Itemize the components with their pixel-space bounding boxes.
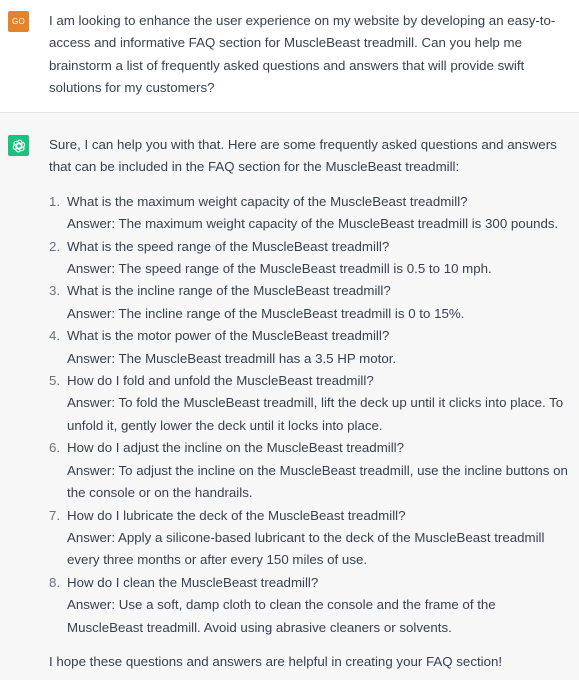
faq-number: 6.	[49, 440, 61, 456]
faq-item	[49, 236, 571, 281]
faq-number: 7.	[49, 507, 61, 523]
faq-question: What is the speed range of the MuscleBeast treadmill?	[67, 238, 390, 254]
user-message-content	[49, 10, 571, 100]
faq-answer: Answer: To fold the MuscleBeast treadmill, lift the deck up until it clicks into place. To unfold it, gently lower the deck until it locks into place.	[67, 395, 564, 433]
faq-item	[49, 505, 571, 572]
user-message-text: I am looking to enhance the user experience on my website by developing an easy-to-access and informative FAQ section for MuscleBeast treadmill. Can you help me brainstorm a list of frequently asked questions and answers that will provide swift solutions for my customers?	[49, 13, 556, 96]
faq-item	[49, 325, 571, 370]
faq-question: What is the motor power of the MuscleBeast treadmill?	[67, 328, 390, 344]
faq-item	[49, 280, 571, 325]
faq-item	[49, 437, 571, 504]
assistant-message	[0, 113, 579, 680]
faq-item	[49, 191, 571, 236]
faq-number: 1.	[49, 193, 61, 209]
assistant-intro: Sure, I can help you with that. Here are some frequently asked questions and answers that can be included in the FAQ section for the MuscleBeast treadmill:	[49, 137, 557, 175]
assistant-outro: I hope these questions and answers are helpful in creating your FAQ section!	[49, 653, 503, 669]
faq-question: How do I clean the MuscleBeast treadmill?	[67, 574, 319, 590]
faq-answer: Answer: The maximum weight capacity of the MuscleBeast treadmill is 300 pounds.	[67, 216, 559, 232]
faq-number: 2.	[49, 238, 61, 254]
faq-question: What is the incline range of the MuscleBeast treadmill?	[67, 283, 391, 299]
faq-question: How do I adjust the incline on the MuscleBeast treadmill?	[67, 440, 405, 456]
faq-answer: Answer: To adjust the incline on the MuscleBeast treadmill, use the incline buttons on the console or on the handrails.	[67, 462, 568, 501]
faq-answer: Answer: The incline range of the MuscleBeast treadmill is 0 to 15%.	[67, 305, 465, 321]
faq-item	[49, 370, 571, 437]
faq-number: 5.	[49, 373, 61, 389]
faq-answer: Answer: The speed range of the MuscleBeast treadmill is 0.5 to 10 mph.	[67, 261, 492, 277]
openai-logo-icon	[12, 139, 26, 153]
faq-number: 3.	[49, 283, 61, 299]
faq-question: How do I lubricate the deck of the MuscleBeast treadmill?	[67, 507, 406, 523]
faq-number: 4.	[49, 328, 61, 344]
faq-question: How do I fold and unfold the MuscleBeast treadmill?	[67, 373, 374, 389]
user-avatar-initials: GO	[11, 17, 26, 26]
faq-answer: Answer: Use a soft, damp cloth to clean the console and the frame of the MuscleBeast treadmill. Avoid using abrasive cleaners or solvents.	[67, 597, 496, 635]
user-message	[0, 0, 579, 113]
faq-answer: Answer: Apply a silicone-based lubricant to the deck of the MuscleBeast treadmill every three months or after every 150 miles of use.	[67, 529, 545, 568]
faq-number: 8.	[49, 574, 61, 590]
assistant-message-content	[49, 134, 571, 673]
assistant-avatar	[8, 135, 29, 156]
faq-list	[49, 191, 571, 639]
user-avatar	[8, 11, 29, 32]
faq-question: What is the maximum weight capacity of the MuscleBeast treadmill?	[67, 193, 468, 209]
faq-item	[49, 572, 571, 639]
faq-answer: Answer: The MuscleBeast treadmill has a 3.5 HP motor.	[67, 350, 397, 366]
